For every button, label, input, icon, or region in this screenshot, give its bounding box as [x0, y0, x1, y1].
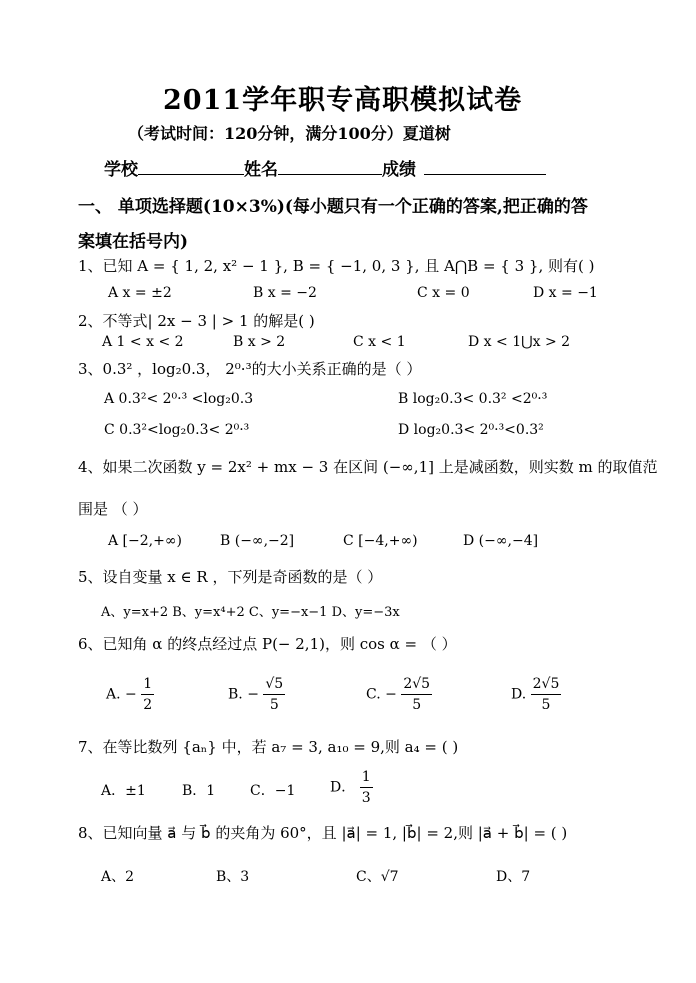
numerator: 1 — [360, 770, 373, 788]
numerator: 1 — [141, 677, 154, 695]
q6-option-d — [511, 677, 561, 712]
section-heading-line2: 案填在括号内) — [78, 232, 189, 252]
denominator: 5 — [412, 697, 422, 713]
question-3-stem: 3、0.3² ，log₂0.3， 2⁰·³的大小关系正确的是（ ） — [78, 360, 422, 378]
option-label: D. — [511, 686, 527, 703]
question-2-stem: 2、不等式| 2x − 3 | > 1 的解是( ) — [78, 312, 315, 330]
fraction — [141, 677, 154, 712]
section-heading-line1: 一、 单项选择题(10×3%)(每小题只有一个正确的答案,把正确的答 — [78, 197, 588, 217]
q2-option-d: D x < 1⋃x > 2 — [468, 334, 571, 350]
score-blank[interactable] — [424, 160, 546, 175]
question-7-stem: 7、在等比数列 {aₙ} 中，若 a₇ = 3, a₁₀ = 9,则 a₄ = ( ) — [78, 738, 459, 756]
fraction — [531, 677, 562, 712]
name-label: 姓名 — [244, 160, 278, 180]
q6-option-a — [106, 677, 154, 712]
q2-option-c: C x < 1 — [353, 334, 406, 350]
minus-sign: − — [385, 686, 397, 703]
header-fields — [104, 155, 546, 180]
question-4-stem-line1: 4、如果二次函数 y = 2x² + mx − 3 在区间 (−∞,1] 上是减函数，则实数 m 的取值范 — [78, 458, 658, 476]
option-label: B. — [228, 686, 243, 703]
option-label: C. — [366, 686, 381, 703]
denominator: 5 — [541, 697, 551, 713]
score-label: 成绩 — [382, 160, 416, 180]
question-1-stem: 1、已知 A = { 1, 2, x² − 1 }, B = { −1, 0, 3 }, 且 A⋂B = { 3 }, 则有( ) — [78, 257, 595, 275]
q3-option-a: A 0.3²< 2⁰·³ <log₂0.3 — [104, 391, 254, 407]
q7-option-d — [330, 770, 373, 805]
q7-option-a: A．±1 — [101, 783, 146, 799]
fraction — [401, 677, 432, 712]
q1-option-a: A x = ±2 — [108, 285, 172, 301]
q7-option-b: B．1 — [182, 783, 216, 799]
numerator: 2√5 — [531, 677, 562, 695]
q1-option-c: C x = 0 — [417, 285, 470, 301]
q1-option-b: B x = −2 — [253, 285, 317, 301]
q6-option-c — [366, 677, 432, 712]
q2-option-b: B x > 2 — [233, 334, 286, 350]
q4-option-c: C [−4,+∞) — [343, 533, 418, 549]
q5-options: A、y=x+2 B、y=x⁴+2 C、y=−x−1 D、y=−3x — [101, 605, 400, 620]
exam-subtitle: （考试时间：120分钟，满分100分）夏道树 — [128, 124, 451, 143]
numerator: 2√5 — [401, 677, 432, 695]
q3-option-b: B log₂0.3< 0.3² <2⁰·³ — [398, 391, 548, 407]
question-5-stem: 5、设自变量 x ∈ R ，下列是奇函数的是（ ） — [78, 568, 383, 586]
denominator: 2 — [143, 697, 153, 713]
q7-option-c: C．−1 — [250, 783, 296, 799]
minus-sign: − — [125, 686, 137, 703]
q3-option-c: C 0.3²<log₂0.3< 2⁰·³ — [104, 422, 250, 438]
question-4-stem-line2: 围是 （ ） — [78, 500, 148, 518]
option-label: A. — [106, 686, 121, 703]
q1-option-d: D x = −1 — [533, 285, 598, 301]
q8-option-c: C、√7 — [356, 869, 399, 885]
q2-option-a: A 1 < x < 2 — [102, 334, 184, 350]
q8-option-a: A、2 — [101, 869, 135, 885]
school-blank[interactable] — [138, 160, 244, 175]
option-label: D． — [330, 779, 356, 796]
numerator: √5 — [263, 677, 285, 695]
denominator: 5 — [269, 697, 279, 713]
q8-option-d: D、7 — [496, 869, 531, 885]
q3-option-d: D log₂0.3< 2⁰·³<0.3² — [398, 422, 544, 438]
q4-option-d: D (−∞,−4] — [463, 533, 539, 549]
name-blank[interactable] — [278, 160, 382, 175]
page-title: 2011学年职专高职模拟试卷 — [163, 85, 523, 116]
q6-option-b — [228, 677, 285, 712]
question-6-stem: 6、已知角 α 的终点经过点 P(− 2,1)，则 cos α = （ ） — [78, 635, 457, 653]
question-8-stem: 8、已知向量 a⃗ 与 b⃗ 的夹角为 60°，且 |a⃗| = 1, |b⃗| = 2,则 |a⃗ + b⃗| = ( ) — [78, 824, 568, 842]
denominator: 3 — [361, 790, 371, 806]
fraction — [263, 677, 285, 712]
q4-option-a: A [−2,+∞) — [108, 533, 182, 549]
minus-sign: − — [247, 686, 259, 703]
q8-option-b: B、3 — [216, 869, 250, 885]
fraction — [360, 770, 373, 805]
q4-option-b: B (−∞,−2] — [220, 533, 295, 549]
school-label: 学校 — [104, 160, 138, 180]
